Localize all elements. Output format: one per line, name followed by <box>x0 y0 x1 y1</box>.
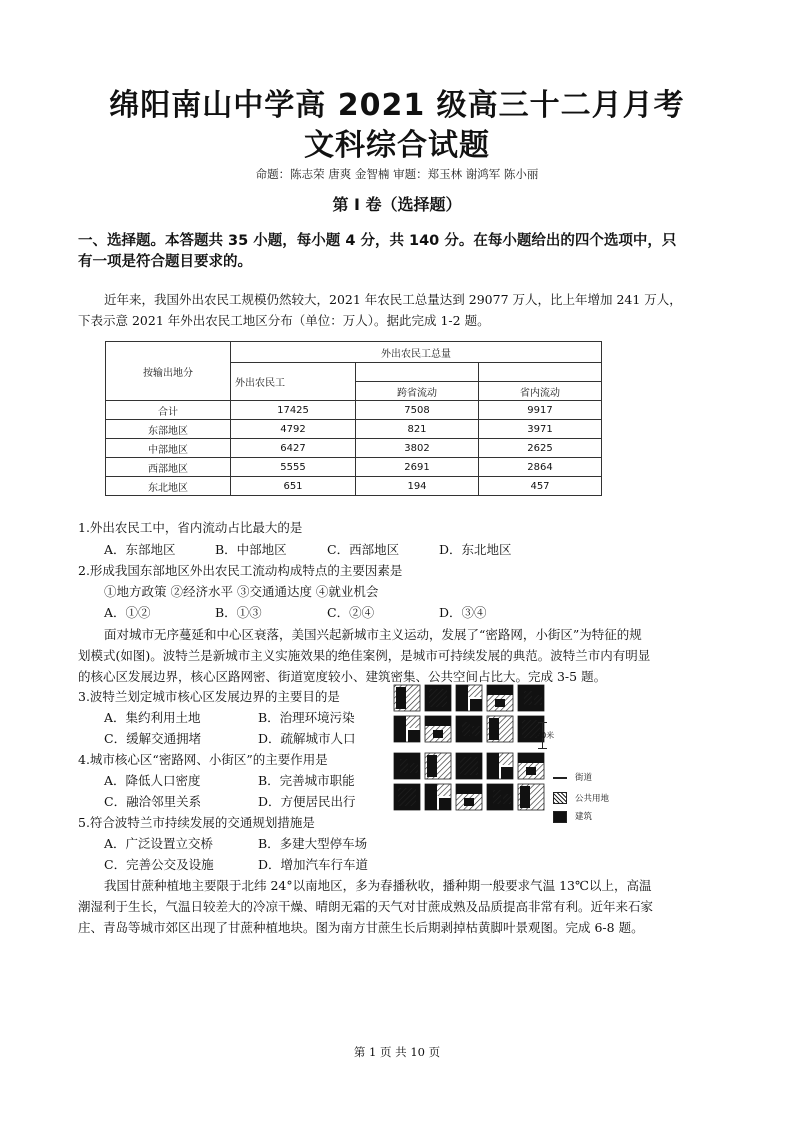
q2-option-c[interactable]: C．②④ <box>327 605 375 620</box>
table-row <box>106 477 602 496</box>
q5-option-a[interactable]: A．广泛设置立交桥 <box>104 836 214 851</box>
passage3-line-1: 我国甘蔗种植地主要限于北纬 24°以南地区，多为春播秋收，播种期一般要求气温 13℃以上，高温 <box>104 878 652 893</box>
question-4-stem: 4.城市核心区“密路网、小街区”的主要作用是 <box>78 752 328 767</box>
public-land-shape <box>472 726 480 736</box>
building-shape <box>464 798 474 806</box>
q3-option-c[interactable]: C．缓解交通拥堵 <box>104 731 202 746</box>
public-land-shape <box>499 753 513 765</box>
question-2-stem: 2.形成我国东部地区外出农民工流动构成特点的主要因素是 <box>78 563 403 578</box>
table-cell-cross: 821 <box>356 420 479 439</box>
building-shape <box>526 767 536 775</box>
public-land-shape <box>406 716 420 728</box>
table-cell-intra: 457 <box>479 477 602 496</box>
q5-option-d[interactable]: D．增加汽车行车道 <box>258 857 369 872</box>
passage3-line-3: 庄、青岛等城市郊区出现了甘蔗种植地块。图为南方甘蔗生长后期剥掉枯黄脚叶景观图。完成 6-8 题。 <box>78 920 644 935</box>
table-col-cross: 跨省流动 <box>356 382 479 401</box>
passage2-line-3: 的核心区发展边界，核心区路网密、街道宽度较小、建筑密集、公共空间占比大。完成 3-5 题。 <box>78 669 607 684</box>
q3-option-d[interactable]: D．疏解城市人口 <box>258 731 356 746</box>
table-cell-cross: 3802 <box>356 439 479 458</box>
q2-option-b[interactable]: B．①③ <box>215 605 262 620</box>
public-land-shape <box>398 788 416 806</box>
building-legend-icon <box>553 811 567 823</box>
building-shape <box>396 687 406 709</box>
public-land-shape <box>503 794 511 804</box>
table-col-intra: 省内流动 <box>479 382 602 401</box>
public-land-shape <box>437 784 451 796</box>
public-land-shape <box>410 763 418 773</box>
building-shape <box>489 718 499 740</box>
building-shape <box>495 699 505 707</box>
passage1-line-2: 下表示意 2021 年外出农民工地区分布（单位：万人）。据此完成 1-2 题。 <box>78 313 490 328</box>
building-shape <box>425 716 451 726</box>
building-shape <box>433 730 443 738</box>
street-grid-figure <box>392 683 546 826</box>
q1-option-b[interactable]: B．中部地区 <box>215 542 287 557</box>
section-heading: 第 I 卷（选择题） <box>332 195 462 214</box>
building-shape <box>487 753 499 779</box>
passage2-line-1: 面对城市无序蔓延和中心区衰落，美国兴起新城市主义运动，发展了“密路网，小街区”为特征的规 <box>104 627 642 642</box>
q4-option-c[interactable]: C．融洽邻里关系 <box>104 794 202 809</box>
public-land-shape <box>462 722 470 736</box>
table-cell-intra: 3971 <box>479 420 602 439</box>
scale-label: 60米 <box>536 731 555 740</box>
q2-factors: ①地方政策 ②经济水平 ③交通通达度 ④就业机会 <box>104 584 379 599</box>
table-cell-intra: 2864 <box>479 458 602 477</box>
building-shape <box>487 685 513 695</box>
building-shape <box>425 784 437 810</box>
q4-option-d[interactable]: D．方便居民出行 <box>258 794 356 809</box>
building-shape <box>520 786 530 808</box>
question-3-stem: 3.波特兰划定城市核心区发展边界的主要目的是 <box>78 689 340 704</box>
table-cell-total: 651 <box>231 477 356 496</box>
q1-option-a[interactable]: A．东部地区 <box>104 542 176 557</box>
table-group-header: 外出农民工总量 <box>231 342 602 363</box>
table-cell-region: 东北地区 <box>106 477 231 496</box>
street-legend-icon <box>553 777 567 779</box>
table-cell-cross: 2691 <box>356 458 479 477</box>
public-land-shape <box>493 790 501 804</box>
table-row <box>106 420 602 439</box>
instructions-line-2: 有一项是符合题目要求的。 <box>78 254 252 270</box>
table-cell-region: 西部地区 <box>106 458 231 477</box>
building-shape <box>456 784 482 794</box>
public-land-shape <box>524 691 532 705</box>
q2-option-d[interactable]: D．③④ <box>439 605 487 620</box>
instructions-line-1: 一、选择题。本答题共 35 小题，每小题 4 分，共 140 分。在每小题给出的四个选项中，只 <box>78 233 677 249</box>
table-corner-header: 按输出地分 <box>106 342 231 401</box>
public-land-shape <box>400 759 408 773</box>
q3-option-a[interactable]: A．集约利用土地 <box>104 710 201 725</box>
building-shape <box>427 755 437 777</box>
table-cell-total: 5555 <box>231 458 356 477</box>
building-shape <box>394 716 406 742</box>
table-row <box>106 439 602 458</box>
table-cell-region: 中部地区 <box>106 439 231 458</box>
q1-option-d[interactable]: D．东北地区 <box>439 542 512 557</box>
page-footer: 第 1 页 共 10 页 <box>353 1045 441 1059</box>
table-col-total: 外出农民工 <box>231 363 356 401</box>
table-row <box>106 401 602 420</box>
exam-title: 绵阳南山中学高 2021 级高三十二月月考 <box>109 88 685 123</box>
q2-option-a[interactable]: A．①② <box>104 605 151 620</box>
legend-label-public-land: 公共用地 <box>575 794 610 804</box>
q4-option-b[interactable]: B．完善城市职能 <box>258 773 355 788</box>
migrant-worker-table <box>105 341 602 496</box>
table-cell-total: 17425 <box>231 401 356 420</box>
public-land-shape <box>534 695 542 705</box>
building-shape <box>501 767 513 779</box>
question-5-stem: 5.符合波特兰市持续发展的交通规划措施是 <box>78 815 315 830</box>
building-shape <box>518 753 544 763</box>
exam-subtitle: 文科综合试题 <box>304 128 490 163</box>
table-cell-intra: 9917 <box>479 401 602 420</box>
table-cell-region: 东部地区 <box>106 420 231 439</box>
q5-option-c[interactable]: C．完善公交及设施 <box>104 857 214 872</box>
public-land-shape <box>468 685 482 697</box>
public-land-shape <box>429 689 447 707</box>
building-shape <box>439 798 451 810</box>
table-cell-cross: 7508 <box>356 401 479 420</box>
q5-option-b[interactable]: B．多建大型停车场 <box>258 836 368 851</box>
q4-option-a[interactable]: A．降低人口密度 <box>104 773 201 788</box>
table-cell-intra: 2625 <box>479 439 602 458</box>
building-shape <box>456 685 468 711</box>
building-shape <box>470 699 482 711</box>
building-shape <box>408 730 420 742</box>
table-cell-total: 4792 <box>231 420 356 439</box>
authors-line: 命题：陈志荣 唐爽 金智楠 审题：郑玉林 谢鸿军 陈小丽 <box>255 167 539 181</box>
passage3-line-2: 潮湿利于生长，气温日较差大的冷凉干燥、晴朗无霜的天气对甘蔗成熟及品质提高非常有利。近年来石家 <box>78 899 654 914</box>
passage1-line-1: 近年来，我国外出农民工规模仍然较大，2021 年农民工总量达到 29077 万人，比上年增加 241 万人， <box>104 292 682 307</box>
q1-option-c[interactable]: C．西部地区 <box>327 542 400 557</box>
legend-label-street: 街道 <box>575 773 593 783</box>
public-land-legend-icon <box>553 792 567 804</box>
question-1-stem: 1.外出农民工中，省内流动占比最大的是 <box>78 520 303 535</box>
table-cell-total: 6427 <box>231 439 356 458</box>
public-land-shape <box>460 757 478 775</box>
q3-option-b[interactable]: B．治理环境污染 <box>258 710 355 725</box>
passage2-line-2: 划模式(如图)。波特兰是新城市主义实施效果的绝佳案例，是城市可持续发展的典范。波特兰市内有明显 <box>78 648 651 663</box>
legend-label-building: 建筑 <box>575 812 593 822</box>
table-cell-cross: 194 <box>356 477 479 496</box>
table-row <box>106 458 602 477</box>
table-cell-region: 合计 <box>106 401 231 420</box>
